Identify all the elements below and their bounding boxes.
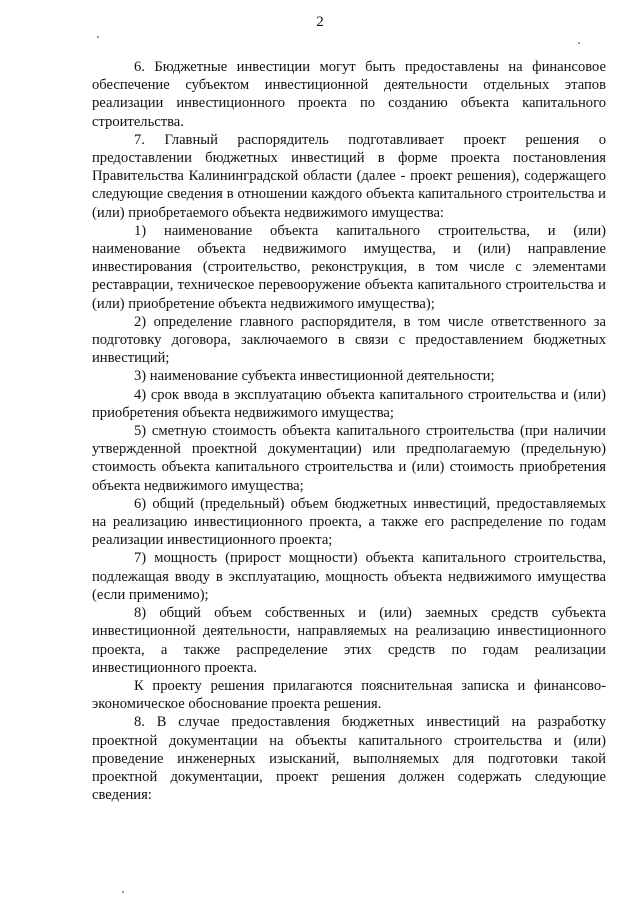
attachment-note: К проекту решения прилагаются пояснительная записка и финансово-экономическое обоснование проекта решения.	[92, 677, 606, 713]
list-item-4: 4) срок ввода в эксплуатацию объекта капитального строительства и (или) приобретения объекта недвижимого имущества;	[92, 386, 606, 421]
scan-speck	[578, 42, 580, 44]
list-item-6: 6) общий (предельный) объем бюджетных инвестиций, предоставляемых на реализацию инвестиционного проекта, а также его распределение по годам реализации инвестиционного проекта;	[92, 495, 606, 549]
list-item-2: 2) определение главного распорядителя, в том числе ответственного за подготовку договора, заключаемого в связи с предоставлением бюджетных инвестиций;	[92, 313, 606, 367]
list-item-8: 8) общий объем собственных и (или) заемных средств субъекта инвестиционной деятельности, направляемых на реализацию инвестиционного проекта, а также распределение этих средств по годам реализации инвестиционного проекта.	[92, 605, 606, 676]
paragraph-8: 8. В случае предоставления бюджетных инвестиций на разработку проектной документации на объекты капитального строительства и (или) проведение инженерных изысканий, выполняемых для подготовки такой проектной документации, проект решения должен содержать следующие сведения:	[92, 714, 606, 804]
document-body	[92, 58, 606, 804]
list-item-3: 3) наименование субъекта инвестиционной деятельности;	[134, 368, 495, 385]
list-item-1: 1) наименование объекта капитального строительства, и (или) наименование объекта недвижимого имущества, и (или) направление инвестирования (строительство, реконструкция, в том числе с элементами реставрации, техническое перевооружение объекта капитального строительства и (или) приобретение объекта недвижимого имущества);	[92, 222, 606, 312]
paragraph-7: 7. Главный распорядитель подготавливает проект решения о предоставлении бюджетных инвестиций в форме проекта постановления Правительства Калининградской области (далее - проект решения), содержащего следующие сведения в отношении каждого объекта капитального строительства и (или) приобретаемого объекта недвижимого имущества:	[92, 131, 606, 221]
list-item-7: 7) мощность (прирост мощности) объекта капитального строительства, подлежащая вводу в эксплуатацию, мощность объекта недвижимого имущества (если применимо);	[92, 550, 606, 603]
scan-speck	[122, 891, 124, 893]
page-number: 2	[316, 14, 324, 30]
scan-speck	[97, 36, 99, 38]
list-item-5: 5) сметную стоимость объекта капитального строительства (при наличии утвержденной проектной документации) или предполагаемую (предельную) стоимость объекта капитального строительства и (или) стоимость приобретения объекта недвижимого имущества;	[92, 423, 606, 494]
paragraph-6: 6. Бюджетные инвестиции могут быть предоставлены на финансовое обеспечение субъектом инвестиционной деятельности отдельных этапов реализации инвестиционного проекта по созданию объекта капитального строительства.	[92, 59, 606, 130]
